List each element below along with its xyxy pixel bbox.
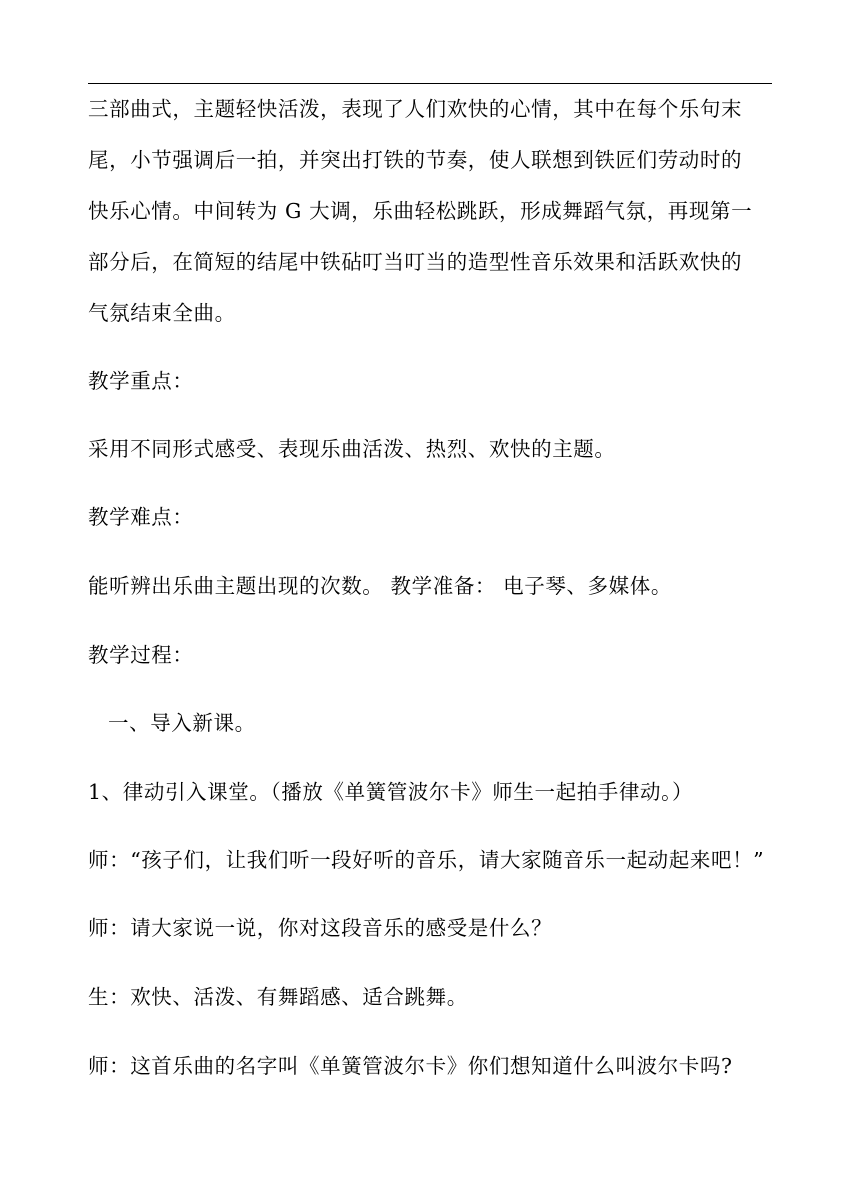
teacher-line-3: 师：这首乐曲的名字叫《单簧管波尔卡》你们想知道什么叫波尔卡吗?: [88, 1054, 733, 1078]
key-points-text: 采用不同形式感受、表现乐曲活泼、热烈、欢快的主题。: [88, 437, 616, 461]
paragraph-line-4: 部分后，在简短的结尾中铁砧叮当叮当的造型性音乐效果和活跃欢快的: [88, 250, 743, 274]
difficulty-heading: 教学难点：: [88, 505, 194, 529]
student-line-1: 生：欢快、活泼、有舞蹈感、适合跳舞。: [88, 985, 468, 1009]
teacher-line-1: 师：“孩子们，让我们听一段好听的音乐，请大家随音乐一起动起来吧！”: [88, 848, 765, 872]
paragraph-line-2: 尾，小节强调后一拍，并突出打铁的节奏，使人联想到铁匠们劳动时的: [88, 148, 743, 172]
paragraph-line-5: 气氛结束全曲。: [88, 301, 236, 325]
process-heading: 教学过程：: [88, 643, 194, 667]
teacher-line-2: 师：请大家说一说，你对这段音乐的感受是什么？: [88, 916, 553, 940]
step-1-line: 1、律动引入课堂。（播放《单簧管波尔卡》师生一起拍手律动。）: [88, 780, 694, 804]
section-1-heading: 一、导入新课。: [108, 711, 256, 735]
key-points-heading: 教学重点：: [88, 369, 194, 393]
paragraph-line-3: 快乐心情。中间转为 G 大调，乐曲轻松跳跃，形成舞蹈气氛，再现第一: [88, 199, 753, 223]
header-rule: [88, 83, 772, 84]
paragraph-line-1: 三部曲式，主题轻快活泼，表现了人们欢快的心情，其中在每个乐句末: [88, 97, 743, 121]
difficulty-and-prep-text: 能听辨出乐曲主题出现的次数。 教学准备： 电子琴、多媒体。: [88, 574, 672, 598]
